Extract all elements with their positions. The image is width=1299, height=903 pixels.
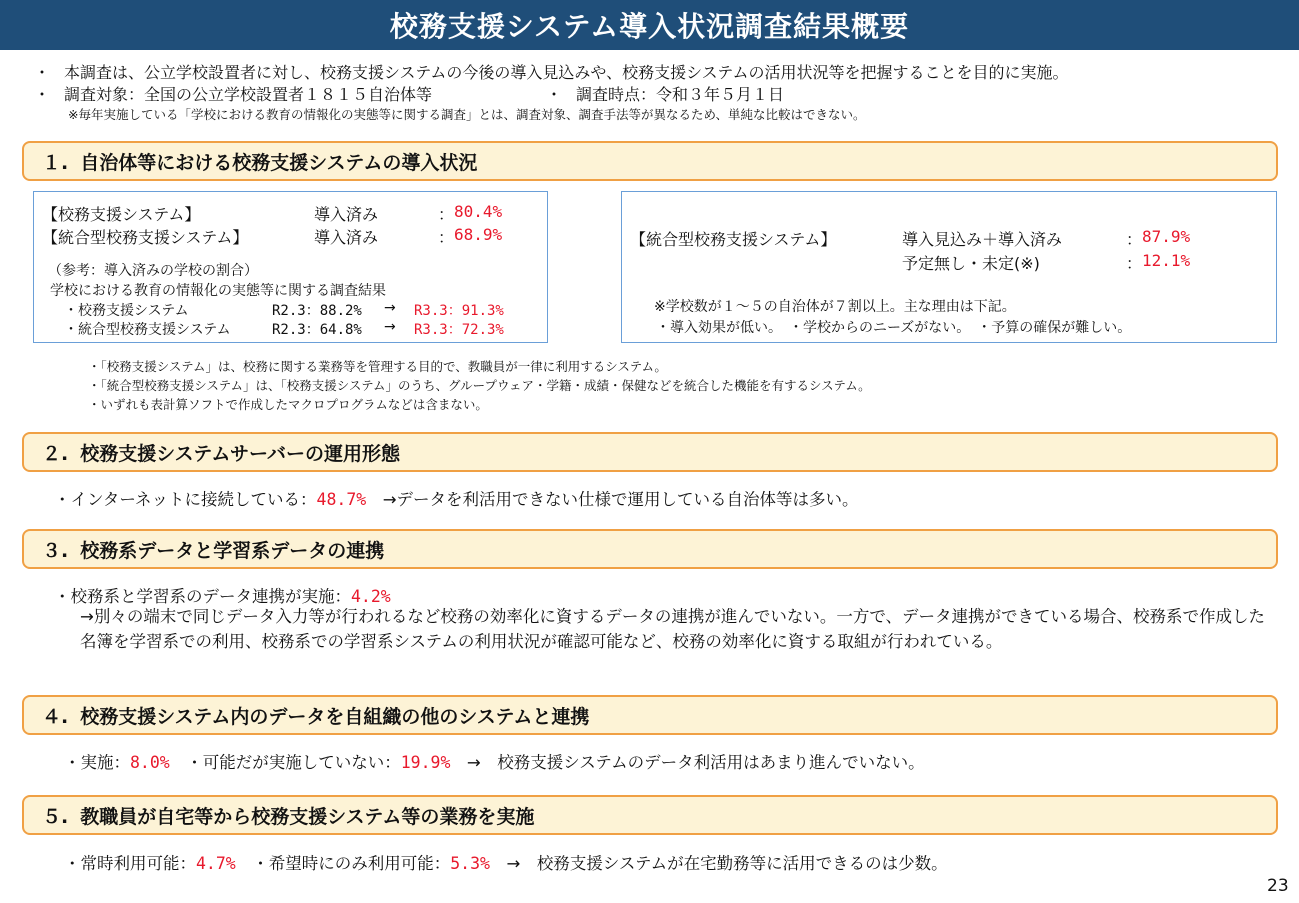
possible-label: ・可能だが実施していない： [169,753,401,772]
linkage-explanation: →別々の端末で同じデータ入力等が行われるなど校務の効率化に資するデータの連携が進んでいない。一方で、データ連携ができている場合、校務系で作成した名簿を学習系での利用、校務系での学習系システムの利用状況が確認可能など、校務の効率化に資する取組が行われている。 [80,607,1265,651]
section-5-header [22,795,1278,835]
on-request-rate: 5.3% [450,854,490,873]
section-title: 校務支援システムサーバーの運用形態 [80,442,400,465]
undecided-rate: 12.1% [1142,251,1191,270]
implemented-label: ・実施： [64,753,130,772]
section-4-header [22,695,1278,735]
other-system-suffix: → 校務支援システムのデータ利活用はあまり進んでいない。 [450,753,925,772]
system-status: 導入済み [314,205,379,224]
section-title: 校務支援システム内のデータを自組織の他のシステムと連携 [80,705,590,728]
undecided-status: 予定無し・未定(※) [902,254,1040,273]
planned-rate: 87.9% [1142,227,1191,246]
ref-system-label: ・校務支援システム [64,303,189,319]
section-number: ４. [42,705,69,728]
always-available-rate: 4.7% [196,854,236,873]
other-system-finding [64,749,925,773]
linkage-prefix: ・校務系と学習系のデータ連携が実施： [54,587,351,606]
definition-1: ・「校務支援システム」は、校務に関する業務等を管理する目的で、教職員が一律に利用するシステム。 [88,359,667,374]
intro-line-2 [34,82,432,105]
colon: ： [1126,254,1143,273]
remote-work-finding [64,850,948,874]
planned-status: 導入見込み＋導入済み [902,230,1063,249]
intro-text-1: 本調査は、公立学校設置者に対し、校務支援システムの今後の導入見込みや、校務支援システムの活用状況等を把握することを目的に実施。 [64,63,1069,82]
system-adoption-rate: 80.4% [454,202,503,221]
ref-integrated-prev: R2.3：64.8% [272,322,362,338]
integrated-system-status: 導入済み [314,228,379,247]
ref-system-current: R3.3：91.3% [414,303,504,319]
always-available-label: ・常時利用可能： [64,854,196,873]
colon: ： [438,205,455,224]
undecided-reasons: ・導入効果が低い。 ・学校からのニーズがない。 ・予算の確保が難しい。 [656,320,1132,336]
integrated-system-label: 【統合型校務支援システム】 [42,228,249,247]
server-prefix: ・インターネットに接続している： [54,490,317,509]
bullet: ・ [546,85,563,104]
system-label: 【校務支援システム】 [42,205,201,224]
page-title: 校務支援システム導入状況調査結果概要 [0,0,1299,50]
survey-target: 調査対象：全国の公立学校設置者１８１５自治体等 [64,85,433,104]
reference-title: （参考：導入済みの学校の割合） [48,263,258,279]
section-number: ３. [42,539,69,562]
definition-2: ・「統合型校務支援システム」は、「校務支援システム」のうち、グループウェア・学籍・成績・保健などを統合した機能を有するシステム。 [88,378,871,393]
page-number: 23 [1267,876,1289,896]
on-request-label: ・希望時にのみ利用可能： [235,854,451,873]
intro-line-1 [34,60,1068,83]
section-title: 校務系データと学習系データの連携 [80,539,385,562]
adoption-box-right [621,191,1277,343]
survey-date: 調査時点：令和３年５月１日 [576,85,785,104]
bullet: ・ [34,63,51,82]
server-suffix: →データを利活用できない仕様で運用している自治体等は多い。 [366,490,859,509]
intro-note: ※毎年実施している「学校における教育の情報化の実態等に関する調査」とは、調査対象、調査手法等が異なるため、単純な比較はできない。 [68,107,866,122]
section-number: ２. [42,442,69,465]
bullet: ・ [34,85,51,104]
section-number: １. [42,151,69,174]
ref-integrated-current: R3.3：72.3% [414,322,504,338]
internet-connected-rate: 48.7% [316,490,367,509]
section-title: 教職員が自宅等から校務支援システム等の業務を実施 [80,805,535,828]
ref-integrated-label: ・統合型校務支援システム [64,322,231,338]
section-3-header [22,529,1278,569]
integrated-adoption-rate: 68.9% [454,225,503,244]
section-number: ５. [42,805,69,828]
implemented-rate: 8.0% [130,753,170,772]
colon: ： [1126,230,1143,249]
definition-3: ・いずれも表計算ソフトで作成したマクロプログラムなどは含まない。 [88,397,488,412]
possible-rate: 19.9% [400,753,451,772]
section-1-header [22,141,1278,181]
reference-subtitle: 学校における教育の情報化の実態等に関する調査結果 [50,283,386,299]
colon: ： [438,228,455,247]
intro-line-2b [546,82,784,105]
section-2-header [22,432,1278,472]
undecided-note: ※学校数が１～５の自治体が７割以上。主な理由は下記。 [654,299,1016,315]
adoption-box-left [33,191,548,343]
arrow: → [384,300,396,316]
ref-system-prev: R2.3：88.2% [272,303,362,319]
remote-work-suffix: → 校務支援システムが在宅勤務等に活用できるのは少数。 [490,854,948,873]
section-title: 自治体等における校務支援システムの導入状況 [80,151,478,174]
server-finding [54,486,859,510]
integrated-system-label: 【統合型校務支援システム】 [630,230,837,249]
arrow: → [384,319,396,335]
linkage-rate: 4.2% [351,587,391,606]
